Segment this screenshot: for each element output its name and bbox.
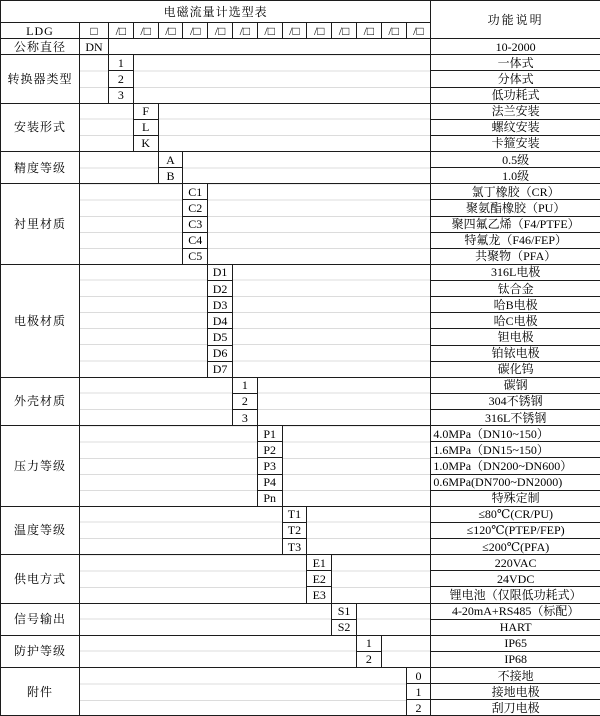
desc-cell: 316L不锈钢 [431, 410, 600, 426]
desc-cell: 4.0MPa（DN10~150） [431, 426, 600, 442]
desc-cell: 碳钢 [431, 377, 600, 393]
code-cell: D5 [208, 329, 233, 345]
code-cell: 2 [232, 393, 257, 409]
desc-cell: 特殊定制 [431, 490, 600, 506]
category-label: 信号输出 [1, 603, 80, 635]
code-cell: 0 [406, 668, 431, 684]
category-label: 转换器类型 [1, 55, 80, 103]
desc-cell: 316L电极 [431, 264, 600, 280]
desc-cell: 钛合金 [431, 281, 600, 297]
page-title: 电磁流量计选型表 [1, 1, 431, 23]
category-label: 外壳材质 [1, 377, 80, 425]
model-slash-box-cell: /□ [381, 23, 406, 39]
category-label: 衬里材质 [1, 184, 80, 265]
desc-cell: 10-2000 [431, 39, 600, 55]
code-cell: E1 [307, 555, 332, 571]
empty-span-cell [80, 55, 109, 103]
title-row [1, 1, 600, 23]
desc-cell: 特氟龙（F46/FEP） [431, 232, 600, 248]
table-row [1, 426, 600, 442]
code-cell: C3 [183, 216, 208, 232]
code-cell: L [133, 119, 158, 135]
desc-cell: 不接地 [431, 668, 600, 684]
empty-span-cell [282, 426, 431, 507]
code-cell: T1 [282, 506, 307, 522]
desc-cell: 共聚物（PFA） [431, 248, 600, 264]
desc-cell: 钽电极 [431, 329, 600, 345]
code-cell: B [158, 168, 183, 184]
code-cell: C4 [183, 232, 208, 248]
desc-cell: 氯丁橡胶（CR） [431, 184, 600, 200]
empty-span-cell [80, 635, 357, 667]
function-desc-header: 功能说明 [431, 1, 600, 39]
code-cell: 2 [356, 651, 381, 667]
empty-span-cell [133, 55, 431, 103]
empty-span-cell [307, 506, 431, 554]
model-slash-box-cell: /□ [356, 23, 381, 39]
desc-cell: 1.6MPa（DN15~150） [431, 442, 600, 458]
table-row [1, 184, 600, 200]
category-label: 附件 [1, 668, 80, 716]
desc-cell: 螺纹安装 [431, 119, 600, 135]
desc-cell: 分体式 [431, 71, 600, 87]
desc-cell: 低功耗式 [431, 87, 600, 103]
table-row [1, 555, 600, 571]
code-cell: P1 [257, 426, 282, 442]
code-cell: P2 [257, 442, 282, 458]
code-cell: P3 [257, 458, 282, 474]
code-cell: C1 [183, 184, 208, 200]
desc-cell: ≤200℃(PFA) [431, 539, 600, 555]
desc-cell: 刮刀电极 [431, 700, 600, 716]
model-slash-box-cell: /□ [406, 23, 431, 39]
empty-span-cell [158, 103, 431, 151]
code-cell: 3 [232, 410, 257, 426]
code-cell: D2 [208, 281, 233, 297]
table-row [1, 603, 600, 619]
category-label: 温度等级 [1, 506, 80, 554]
model-slash-box-cell: /□ [109, 23, 134, 39]
code-cell: T2 [282, 522, 307, 538]
empty-span-cell [332, 555, 431, 603]
code-cell: DN [80, 39, 109, 55]
desc-cell: 304不锈钢 [431, 393, 600, 409]
category-label: 公称直径 [1, 39, 80, 55]
empty-span-cell [80, 264, 208, 377]
desc-cell: ≤120℃(PTEP/FEP) [431, 522, 600, 538]
table-row [1, 635, 600, 651]
empty-span-cell [80, 377, 233, 425]
code-cell: D6 [208, 345, 233, 361]
empty-span-cell [381, 635, 431, 667]
desc-cell: 铂铱电极 [431, 345, 600, 361]
empty-span-cell [208, 184, 431, 265]
code-cell: A [158, 152, 183, 168]
code-cell: T3 [282, 539, 307, 555]
model-box-cell: □ [80, 23, 109, 39]
code-cell: S2 [332, 619, 357, 635]
desc-cell: 哈C电极 [431, 313, 600, 329]
code-cell: 1 [232, 377, 257, 393]
code-cell: 1 [356, 635, 381, 651]
desc-cell: 聚氨酯橡胶（PU） [431, 200, 600, 216]
code-cell: E3 [307, 587, 332, 603]
desc-cell: 24VDC [431, 571, 600, 587]
model-slash-box-cell: /□ [282, 23, 307, 39]
desc-cell: IP65 [431, 635, 600, 651]
table-row [1, 377, 600, 393]
table-row [1, 264, 600, 280]
desc-cell: 1.0级 [431, 168, 600, 184]
code-cell: D1 [208, 264, 233, 280]
table-row [1, 152, 600, 168]
code-cell: C2 [183, 200, 208, 216]
desc-cell: HART [431, 619, 600, 635]
code-cell: 1 [406, 684, 431, 700]
model-slash-box-cell: /□ [158, 23, 183, 39]
code-cell: C5 [183, 248, 208, 264]
empty-span-cell [183, 152, 431, 184]
model-slash-box-cell: /□ [133, 23, 158, 39]
desc-cell: 220VAC [431, 555, 600, 571]
code-cell: 2 [109, 71, 134, 87]
desc-cell: IP68 [431, 651, 600, 667]
model-slash-box-cell: /□ [208, 23, 233, 39]
empty-span-cell [80, 152, 159, 184]
empty-span-cell [232, 264, 430, 377]
code-cell: K [133, 135, 158, 151]
empty-span-cell [80, 426, 258, 507]
desc-cell: 卡箍安装 [431, 135, 600, 151]
category-label: 压力等级 [1, 426, 80, 507]
desc-cell: 碳化钨 [431, 361, 600, 377]
code-cell: 1 [109, 55, 134, 71]
empty-span-cell [80, 603, 332, 635]
code-cell: D7 [208, 361, 233, 377]
model-slash-box-cell: /□ [307, 23, 332, 39]
code-cell: 2 [406, 700, 431, 716]
model-slash-box-cell: /□ [183, 23, 208, 39]
empty-span-cell [80, 506, 283, 554]
category-label: 防护等级 [1, 635, 80, 667]
code-cell: E2 [307, 571, 332, 587]
desc-cell: 法兰安装 [431, 103, 600, 119]
empty-span-cell [80, 184, 183, 265]
model-slash-box-cell: /□ [257, 23, 282, 39]
code-cell: S1 [332, 603, 357, 619]
empty-span-cell [257, 377, 431, 425]
desc-cell: 1.0MPa（DN200~DN600） [431, 458, 600, 474]
desc-cell: 接地电极 [431, 684, 600, 700]
category-label: 精度等级 [1, 152, 80, 184]
code-cell: 3 [109, 87, 134, 103]
code-cell: F [133, 103, 158, 119]
desc-cell: 4-20mA+RS485（标配） [431, 603, 600, 619]
desc-cell: 0.6MPa(DN700~DN2000) [431, 474, 600, 490]
table-row [1, 55, 600, 71]
desc-cell: 锂电池（仅限低功耗式） [431, 587, 600, 603]
category-label: 供电方式 [1, 555, 80, 603]
desc-cell: ≤80℃(CR/PU) [431, 506, 600, 522]
empty-span-cell [80, 555, 307, 603]
table-row [1, 103, 600, 119]
empty-span-cell [80, 103, 134, 151]
ldg-label: LDG [1, 23, 80, 39]
category-label: 安装形式 [1, 103, 80, 151]
desc-cell: 哈B电极 [431, 297, 600, 313]
table-row [1, 668, 600, 684]
desc-cell: 聚四氟乙烯（F4/PTFE） [431, 216, 600, 232]
code-cell: D3 [208, 297, 233, 313]
model-slash-box-cell: /□ [232, 23, 257, 39]
code-cell: P4 [257, 474, 282, 490]
empty-span-cell [80, 668, 407, 716]
desc-cell: 0.5级 [431, 152, 600, 168]
table-row [1, 506, 600, 522]
category-label: 电极材质 [1, 264, 80, 377]
table-row [1, 39, 600, 55]
empty-span-cell [109, 39, 431, 55]
desc-cell: 一体式 [431, 55, 600, 71]
empty-span-cell [356, 603, 430, 635]
code-cell: Pn [257, 490, 282, 506]
code-cell: D4 [208, 313, 233, 329]
model-slash-box-cell: /□ [332, 23, 357, 39]
